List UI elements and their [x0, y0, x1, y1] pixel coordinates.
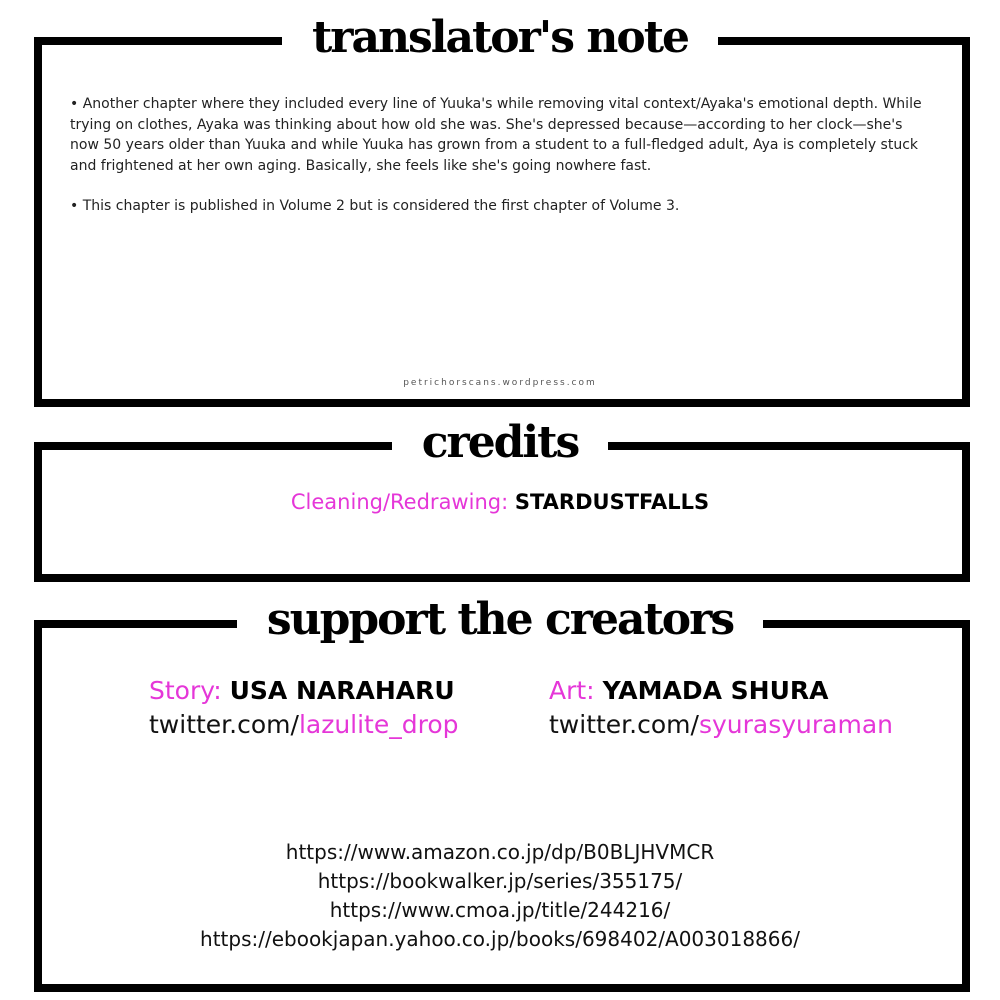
note-paragraph: • This chapter is published in Volume 2 but is considered the first chapter of Volume 3. — [70, 198, 680, 214]
purchase-link-amazon[interactable]: https://www.amazon.co.jp/dp/B0BLJHVMCR — [285, 840, 715, 864]
translator-note-title: translator's note — [0, 10, 1000, 66]
story-role: Story: — [149, 676, 222, 705]
story-twitter-link[interactable] — [149, 708, 459, 742]
art-role: Art: — [549, 676, 595, 705]
art-link-prefix: twitter.com/ — [549, 710, 699, 739]
art-name: YAMADA SHURA — [602, 676, 829, 705]
purchase-link-bookwalker[interactable]: https://bookwalker.jp/series/355175/ — [317, 869, 683, 893]
story-name: USA NARAHARU — [229, 676, 455, 705]
purchase-link-ebookjapan[interactable]: https://ebookjapan.yahoo.co.jp/books/698402/A003018866/ — [200, 927, 800, 951]
art-handle: syurasyuraman — [698, 710, 893, 739]
credits-title: credits — [0, 415, 1000, 471]
purchase-links — [0, 838, 1000, 954]
translator-note-text — [70, 94, 930, 237]
support-title: support the creators — [0, 592, 1000, 648]
watermark: petrichorscans.wordpress.com — [403, 378, 597, 388]
credit-line — [0, 490, 1000, 514]
story-credit — [149, 674, 459, 742]
art-credit — [549, 674, 893, 742]
credit-name: STARDUSTFALLS — [514, 490, 710, 514]
story-handle: lazulite_drop — [298, 710, 459, 739]
art-twitter-link[interactable] — [549, 708, 893, 742]
story-link-prefix: twitter.com/ — [149, 710, 299, 739]
note-paragraph: • Another chapter where they included every line of Yuuka's while removing vital context/Ayaka's emotional depth. While trying on clothes, Ayaka was thinking about how old she was. She's depressed because—according to her clock—she's now 50 years older than Yuuka and while Yuuka has grown from a student to a full-fledged adult, Aya is completely stuck and frightened at her own aging. Basically, she feels like she's going nowhere fast. — [70, 96, 922, 174]
purchase-link-cmoa[interactable]: https://www.cmoa.jp/title/244216/ — [329, 898, 671, 922]
credit-role: Cleaning/Redrawing: — [290, 490, 509, 514]
